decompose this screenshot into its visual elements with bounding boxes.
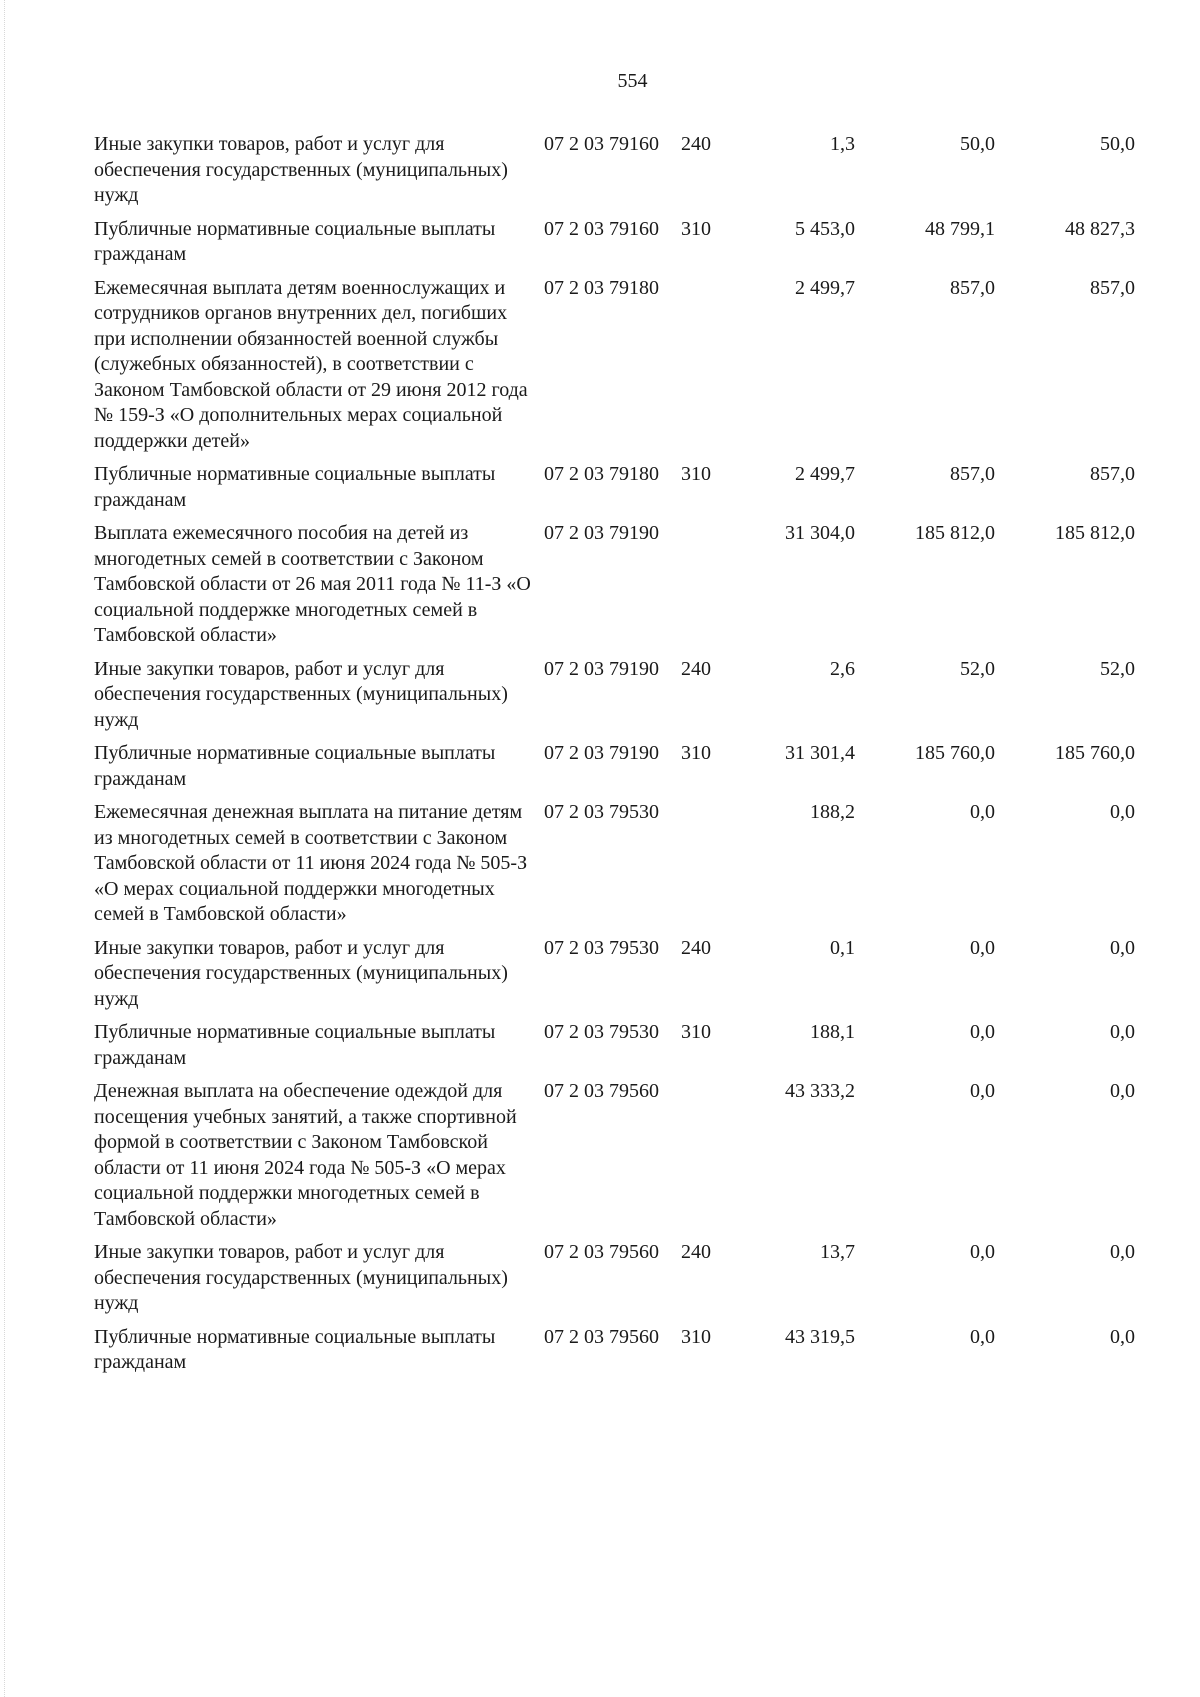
row-amount-year-1: 1,3 — [830, 133, 855, 155]
row-amount-year-2: 0,0 — [970, 1080, 995, 1102]
row-target-article-code: 07 2 03 79160 — [544, 133, 659, 155]
row-amount-year-3: 185 760,0 — [1055, 742, 1135, 764]
table-row — [94, 1240, 1164, 1317]
row-amount-year-2: 185 760,0 — [915, 742, 995, 764]
row-amount-year-2: 0,0 — [970, 1325, 995, 1348]
row-amount-year-1: 31 301,4 — [785, 742, 855, 764]
row-amount-year-3: 0,0 — [1110, 936, 1135, 959]
row-amount-year-2: 857,0 — [950, 463, 995, 485]
row-name: Ежемесячная денежная выплата на питание детям из многодетных семей в соответствии с Законом Тамбовской области от 11 июня 2024 года № 505-З «О мерах социальной поддержки многодетных семей в Тамбовской области» — [94, 801, 528, 925]
row-amount-year-1: 0,1 — [830, 936, 855, 959]
row-name: Публичные нормативные социальные выплаты гражданам — [94, 463, 496, 511]
row-name: Денежная выплата на обеспечение одеждой для посещения учебных занятий, а также спортивной формой в соответствии с Законом Тамбовской области от 11 июня 2024 года № 505-З «О мерах социальной поддержки многодетных семей в Тамбовской области» — [94, 1080, 517, 1230]
row-amount-year-3: 52,0 — [1100, 657, 1135, 680]
row-name: Публичные нормативные социальные выплаты гражданам — [94, 1021, 496, 1069]
row-amount-year-2: 52,0 — [960, 657, 995, 680]
row-amount-year-3: 0,0 — [1110, 1325, 1135, 1348]
row-expense-type-code: 240 — [681, 657, 711, 680]
budget-table — [94, 132, 1164, 1384]
row-amount-year-2: 185 812,0 — [915, 522, 995, 544]
row-amount-year-2: 0,0 — [970, 936, 995, 959]
row-expense-type-code: 310 — [681, 217, 711, 240]
scan-margin-marks — [4, 0, 8, 1697]
row-target-article-code: 07 2 03 79180 — [544, 276, 659, 299]
row-amount-year-1: 5 453,0 — [795, 217, 855, 240]
row-target-article-code: 07 2 03 79190 — [544, 522, 659, 544]
page-number: 554 — [617, 70, 648, 92]
row-amount-year-2: 48 799,1 — [925, 217, 995, 240]
row-amount-year-1: 2,6 — [830, 657, 855, 680]
row-amount-year-3: 0,0 — [1110, 1021, 1135, 1043]
row-amount-year-1: 2 499,7 — [795, 463, 855, 485]
table-row — [94, 132, 1164, 209]
table-row — [94, 936, 1164, 1013]
row-target-article-code: 07 2 03 79160 — [544, 217, 659, 240]
row-amount-year-1: 2 499,7 — [795, 276, 855, 299]
row-amount-year-2: 0,0 — [970, 801, 995, 823]
row-name: Иные закупки товаров, работ и услуг для обеспечения государственных (муниципальных) нужд — [94, 133, 508, 206]
row-target-article-code: 07 2 03 79190 — [544, 657, 659, 680]
row-amount-year-3: 857,0 — [1090, 463, 1135, 485]
row-expense-type-code: 310 — [681, 1325, 711, 1348]
table-row — [94, 1020, 1164, 1071]
row-expense-type-code: 240 — [681, 1241, 711, 1263]
table-row — [94, 276, 1164, 455]
table-row — [94, 217, 1164, 268]
row-expense-type-code: 310 — [681, 1021, 711, 1043]
row-name: Публичные нормативные социальные выплаты гражданам — [94, 217, 496, 265]
row-target-article-code: 07 2 03 79560 — [544, 1080, 659, 1102]
row-amount-year-2: 0,0 — [970, 1021, 995, 1043]
row-name: Иные закупки товаров, работ и услуг для обеспечения государственных (муниципальных) нужд — [94, 1241, 508, 1314]
row-expense-type-code: 240 — [681, 133, 711, 155]
table-row — [94, 800, 1164, 928]
row-amount-year-2: 50,0 — [960, 133, 995, 155]
row-amount-year-3: 857,0 — [1090, 276, 1135, 299]
table-row — [94, 741, 1164, 792]
row-amount-year-3: 0,0 — [1110, 1080, 1135, 1102]
row-amount-year-3: 0,0 — [1110, 801, 1135, 823]
row-amount-year-1: 31 304,0 — [785, 522, 855, 544]
table-row — [94, 462, 1164, 513]
row-amount-year-1: 188,1 — [810, 1021, 855, 1043]
row-name: Публичные нормативные социальные выплаты гражданам — [94, 742, 496, 790]
row-name: Иные закупки товаров, работ и услуг для обеспечения государственных (муниципальных) нужд — [94, 936, 508, 1010]
row-target-article-code: 07 2 03 79560 — [544, 1241, 659, 1263]
row-name: Публичные нормативные социальные выплаты гражданам — [94, 1325, 496, 1373]
table-row — [94, 657, 1164, 734]
row-target-article-code: 07 2 03 79530 — [544, 801, 659, 823]
row-amount-year-2: 0,0 — [970, 1241, 995, 1263]
row-amount-year-1: 13,7 — [820, 1241, 855, 1263]
row-expense-type-code: 310 — [681, 742, 711, 764]
row-amount-year-3: 48 827,3 — [1065, 217, 1135, 240]
row-name: Иные закупки товаров, работ и услуг для обеспечения государственных (муниципальных) нужд — [94, 657, 508, 731]
row-amount-year-1: 188,2 — [810, 801, 855, 823]
row-target-article-code: 07 2 03 79530 — [544, 1021, 659, 1043]
row-amount-year-3: 185 812,0 — [1055, 522, 1135, 544]
row-amount-year-3: 0,0 — [1110, 1241, 1135, 1263]
table-row — [94, 1325, 1164, 1376]
row-amount-year-2: 857,0 — [950, 276, 995, 299]
row-name: Ежемесячная выплата детям военнослужащих и сотрудников органов внутренних дел, погибших при исполнении обязанностей военной службы (служебных обязанностей), в соответствии с Законом Тамбовской области от 29 июня 2012 года № 159-З «О дополнительных мерах социальной поддержки детей» — [94, 276, 528, 452]
table-row — [94, 521, 1164, 649]
row-target-article-code: 07 2 03 79530 — [544, 936, 659, 959]
row-target-article-code: 07 2 03 79180 — [544, 463, 659, 485]
row-target-article-code: 07 2 03 79560 — [544, 1325, 659, 1348]
row-amount-year-3: 50,0 — [1100, 133, 1135, 155]
table-row — [94, 1079, 1164, 1232]
row-expense-type-code: 240 — [681, 936, 711, 959]
row-target-article-code: 07 2 03 79190 — [544, 742, 659, 764]
row-name: Выплата ежемесячного пособия на детей из многодетных семей в соответствии с Законом Тамбовской области от 26 мая 2011 года № 11-З «О социальной поддержке многодетных семей в Тамбовской области» — [94, 522, 531, 646]
row-expense-type-code: 310 — [681, 463, 711, 485]
row-amount-year-1: 43 333,2 — [785, 1080, 855, 1102]
row-amount-year-1: 43 319,5 — [785, 1325, 855, 1348]
